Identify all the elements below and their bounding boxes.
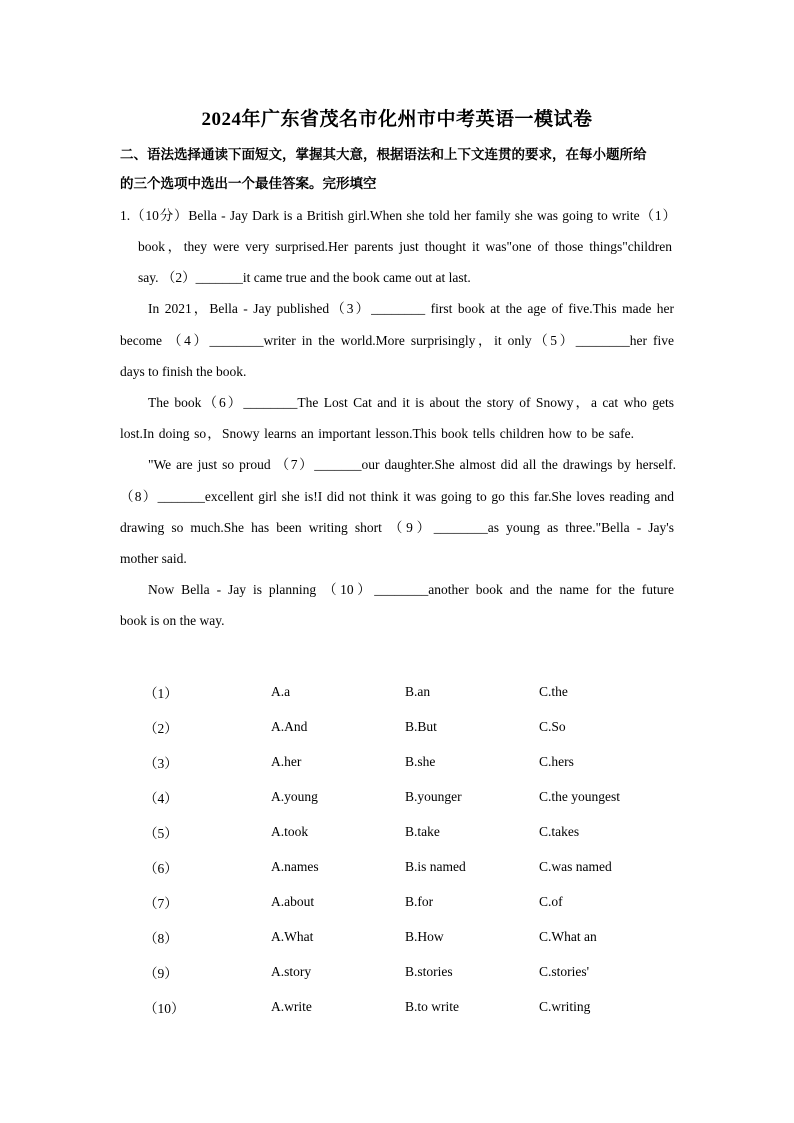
question-number: （10） — [144, 1001, 185, 1017]
passage-line: Now Bella ‐ Jay is planning （10）________another book and the name for the future — [148, 582, 674, 597]
option-row — [144, 709, 689, 744]
page-title: 2024年广东省茂名市化州市中考英语一模试卷 — [201, 109, 593, 130]
option-row — [144, 814, 689, 849]
option-b: B.take — [405, 823, 440, 839]
section-instructions — [120, 140, 680, 198]
question-number: （1） — [144, 685, 178, 701]
passage-line: 1.（10分）Bella ‐ Jay Dark is a British girl.When she told her family she was going to write（1） — [120, 208, 676, 223]
passage-line: lost.In doing so，Snowy learns an important lesson.This book tells children how to be safe. — [120, 426, 634, 441]
section-instructions-line-2: 的三个选项中选出一个最佳答案。完形填空 — [120, 176, 377, 191]
question-number: （9） — [144, 966, 178, 982]
option-c: C.was named — [539, 859, 612, 875]
option-row — [144, 885, 689, 920]
option-b: B.is named — [405, 859, 466, 875]
passage-line: days to finish the book. — [120, 364, 247, 379]
option-c: C.takes — [539, 823, 580, 839]
option-row — [144, 955, 689, 990]
options-table — [144, 674, 689, 1025]
option-a: A.names — [271, 859, 319, 875]
question-number: （3） — [144, 755, 178, 771]
option-c: C.of — [539, 894, 563, 910]
option-a: A.about — [271, 894, 315, 910]
section-instructions-line-1: 二、语法选择通读下面短文，掌握其大意，根据语法和上下文连贯的要求，在每小题所给 — [120, 147, 647, 162]
option-b: B.an — [405, 683, 431, 699]
option-c: C.writing — [539, 999, 591, 1015]
option-a: A.took — [271, 823, 309, 839]
passage-line: drawing so much.She has been writing short （9）________as young as three."Bella ‐ Jay's — [120, 520, 674, 535]
option-a: A.her — [271, 753, 302, 769]
option-c: C.the — [539, 683, 568, 699]
passage-line: （8）_______excellent girl she is!I did not think it was going to go this far.She loves reading and — [120, 489, 674, 504]
option-b: B.for — [405, 894, 434, 910]
option-a: A.a — [271, 683, 291, 699]
passage-line: book，they were very surprised.Her parents just thought it was"one of those things"children — [138, 239, 672, 254]
option-row — [144, 990, 689, 1025]
question-number: （5） — [144, 825, 178, 841]
option-b: B.younger — [405, 788, 462, 804]
passage-line: "We are just so proud （7）_______our daughter.She almost did all the drawings by herself. — [148, 457, 676, 472]
option-b: B.she — [405, 753, 436, 769]
passage-line: In 2021，Bella ‐ Jay published（3）________ first book at the age of five.This made her — [148, 301, 674, 316]
question-number: （6） — [144, 861, 178, 877]
option-a: A.write — [271, 999, 312, 1015]
option-a: A.And — [271, 718, 308, 734]
option-b: B.stories — [405, 964, 453, 980]
question-number: （7） — [144, 896, 178, 912]
option-row — [144, 744, 689, 779]
question-number: （8） — [144, 931, 178, 947]
option-b: B.How — [405, 929, 444, 945]
option-c: C.What an — [539, 929, 597, 945]
option-c: C.the youngest — [539, 788, 620, 804]
option-c: C.hers — [539, 753, 574, 769]
passage-line: say. （2）_______it came true and the book came out at last. — [138, 270, 471, 285]
option-row — [144, 849, 689, 884]
option-a: A.young — [271, 788, 318, 804]
question-number: （4） — [144, 790, 178, 806]
option-row — [144, 920, 689, 955]
option-b: B.But — [405, 718, 437, 734]
option-c: C.So — [539, 718, 566, 734]
passage-line: The book（6）________The Lost Cat and it is about the story of Snowy，a cat who gets — [148, 395, 674, 410]
passage-line: mother said. — [120, 551, 187, 566]
option-a: A.What — [271, 929, 314, 945]
question-number: （2） — [144, 720, 178, 736]
option-b: B.to write — [405, 999, 459, 1015]
option-c: C.stories' — [539, 964, 590, 980]
option-row — [144, 674, 689, 709]
passage-line: book is on the way. — [120, 613, 225, 628]
option-row — [144, 779, 689, 814]
passage-line: become （4）________writer in the world.More surprisingly，it only（5）________her five — [120, 333, 674, 348]
option-a: A.story — [271, 964, 312, 980]
